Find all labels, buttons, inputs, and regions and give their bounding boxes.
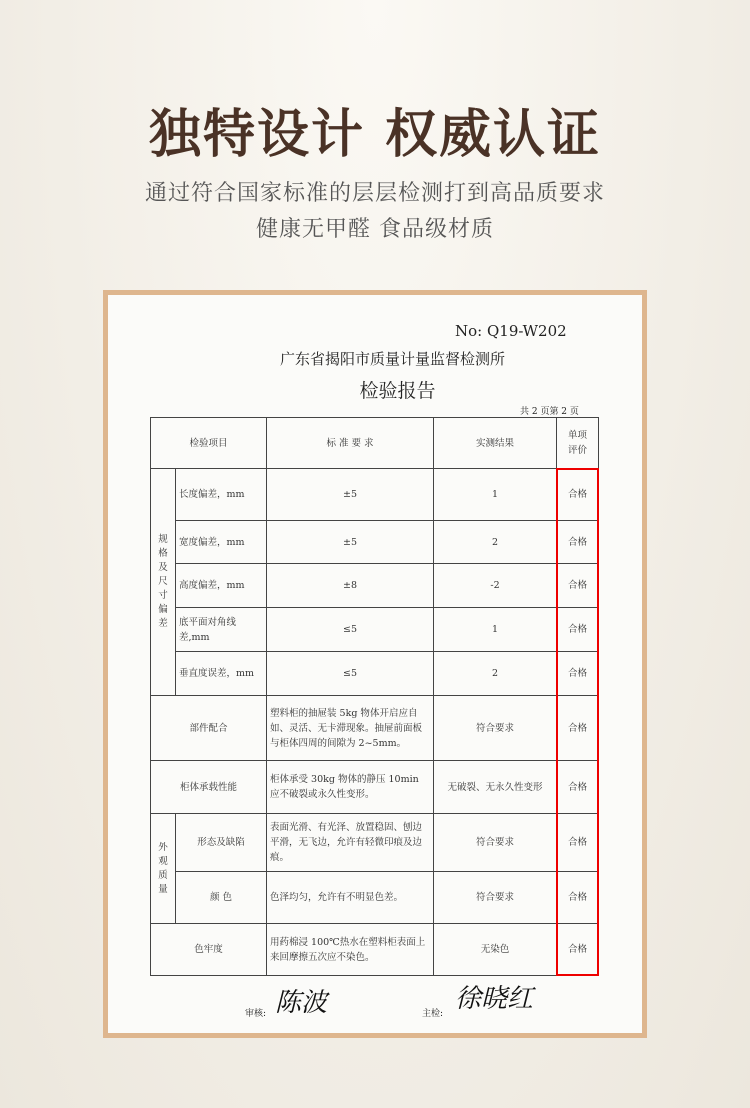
row-item: 部件配合 — [151, 696, 267, 761]
row-verdict: 合格 — [557, 652, 599, 696]
inspection-table — [150, 417, 599, 976]
row-result: 符合要求 — [434, 814, 557, 872]
row-standard: ±5 — [267, 469, 434, 521]
reviewer-label: 审核: — [245, 1009, 267, 1019]
subtitle-2: 健康无甲醛 食品级材质 — [256, 217, 494, 242]
row-standard: 表面光滑、有光泽、放置稳固、刨边平滑，无飞边，允许有轻微印痕及边痕。 — [267, 814, 434, 872]
row-standard: ≤5 — [267, 608, 434, 652]
row-item: 颜 色 — [176, 872, 267, 924]
group-appearance: 外观质量 — [151, 814, 176, 924]
verdict-highlight-box — [556, 468, 599, 976]
row-verdict: 合格 — [557, 696, 599, 761]
row-verdict: 合格 — [557, 564, 599, 608]
row-standard: 色泽均匀，允许有不明显色差。 — [267, 872, 434, 924]
row-result: 1 — [434, 469, 557, 521]
row-result: 符合要求 — [434, 696, 557, 761]
row-standard: 柜体承受 30kg 物体的静压 10min 应不破裂或永久性变形。 — [267, 761, 434, 814]
row-item: 垂直度误差，mm — [176, 652, 267, 696]
row-item: 高度偏差，mm — [176, 564, 267, 608]
col-header-verdict: 单项评价 — [557, 418, 599, 469]
row-result: 1 — [434, 608, 557, 652]
row-verdict: 合格 — [557, 924, 599, 976]
report-title: 检验报告 — [359, 380, 436, 402]
row-verdict: 合格 — [557, 814, 599, 872]
row-standard: 塑料柜的抽屉装 5kg 物体开启应自如、灵活、无卡滞现象。抽屉前面板与柜体四周的间隙为 2~5mm。 — [267, 696, 434, 761]
row-result: 无染色 — [434, 924, 557, 976]
col-header-result: 实测结果 — [434, 418, 557, 469]
row-result: 符合要求 — [434, 872, 557, 924]
headline: 独特设计 权威认证 — [148, 105, 602, 165]
inspector-signature: 徐晓红 — [455, 984, 534, 1014]
group-size-deviation: 规格及尺寸偏差 — [151, 469, 176, 696]
col-header-standard: 标 准 要 求 — [267, 418, 434, 469]
report-number: No: Q19-W202 — [455, 322, 567, 340]
row-item: 宽度偏差，mm — [176, 521, 267, 564]
row-result: -2 — [434, 564, 557, 608]
row-item: 色牢度 — [151, 924, 267, 976]
row-standard: ≤5 — [267, 652, 434, 696]
reviewer-signature: 陈波 — [275, 988, 328, 1018]
row-standard: ±8 — [267, 564, 434, 608]
row-verdict: 合格 — [557, 608, 599, 652]
row-verdict: 合格 — [557, 469, 599, 521]
row-item: 形态及缺陷 — [176, 814, 267, 872]
row-verdict: 合格 — [557, 872, 599, 924]
row-item: 长度偏差，mm — [176, 469, 267, 521]
institute-name: 广东省揭阳市质量计量监督检测所 — [279, 350, 505, 368]
row-result: 2 — [434, 652, 557, 696]
row-verdict: 合格 — [557, 761, 599, 814]
inspector-label: 主检: — [422, 1009, 444, 1019]
row-result: 无破裂、无永久性变形 — [434, 761, 557, 814]
page-indicator: 共 2 页第 2 页 — [520, 407, 579, 417]
row-standard: ±5 — [267, 521, 434, 564]
row-item: 柜体承载性能 — [151, 761, 267, 814]
subtitle-1: 通过符合国家标准的层层检测打到高品质要求 — [144, 181, 605, 206]
row-item: 底平面对角线差,mm — [176, 608, 267, 652]
row-result: 2 — [434, 521, 557, 564]
row-verdict: 合格 — [557, 521, 599, 564]
col-header-item: 检验项目 — [151, 418, 267, 469]
row-standard: 用药棉浸 100℃热水在塑料柜表面上来回摩擦五次应不染色。 — [267, 924, 434, 976]
